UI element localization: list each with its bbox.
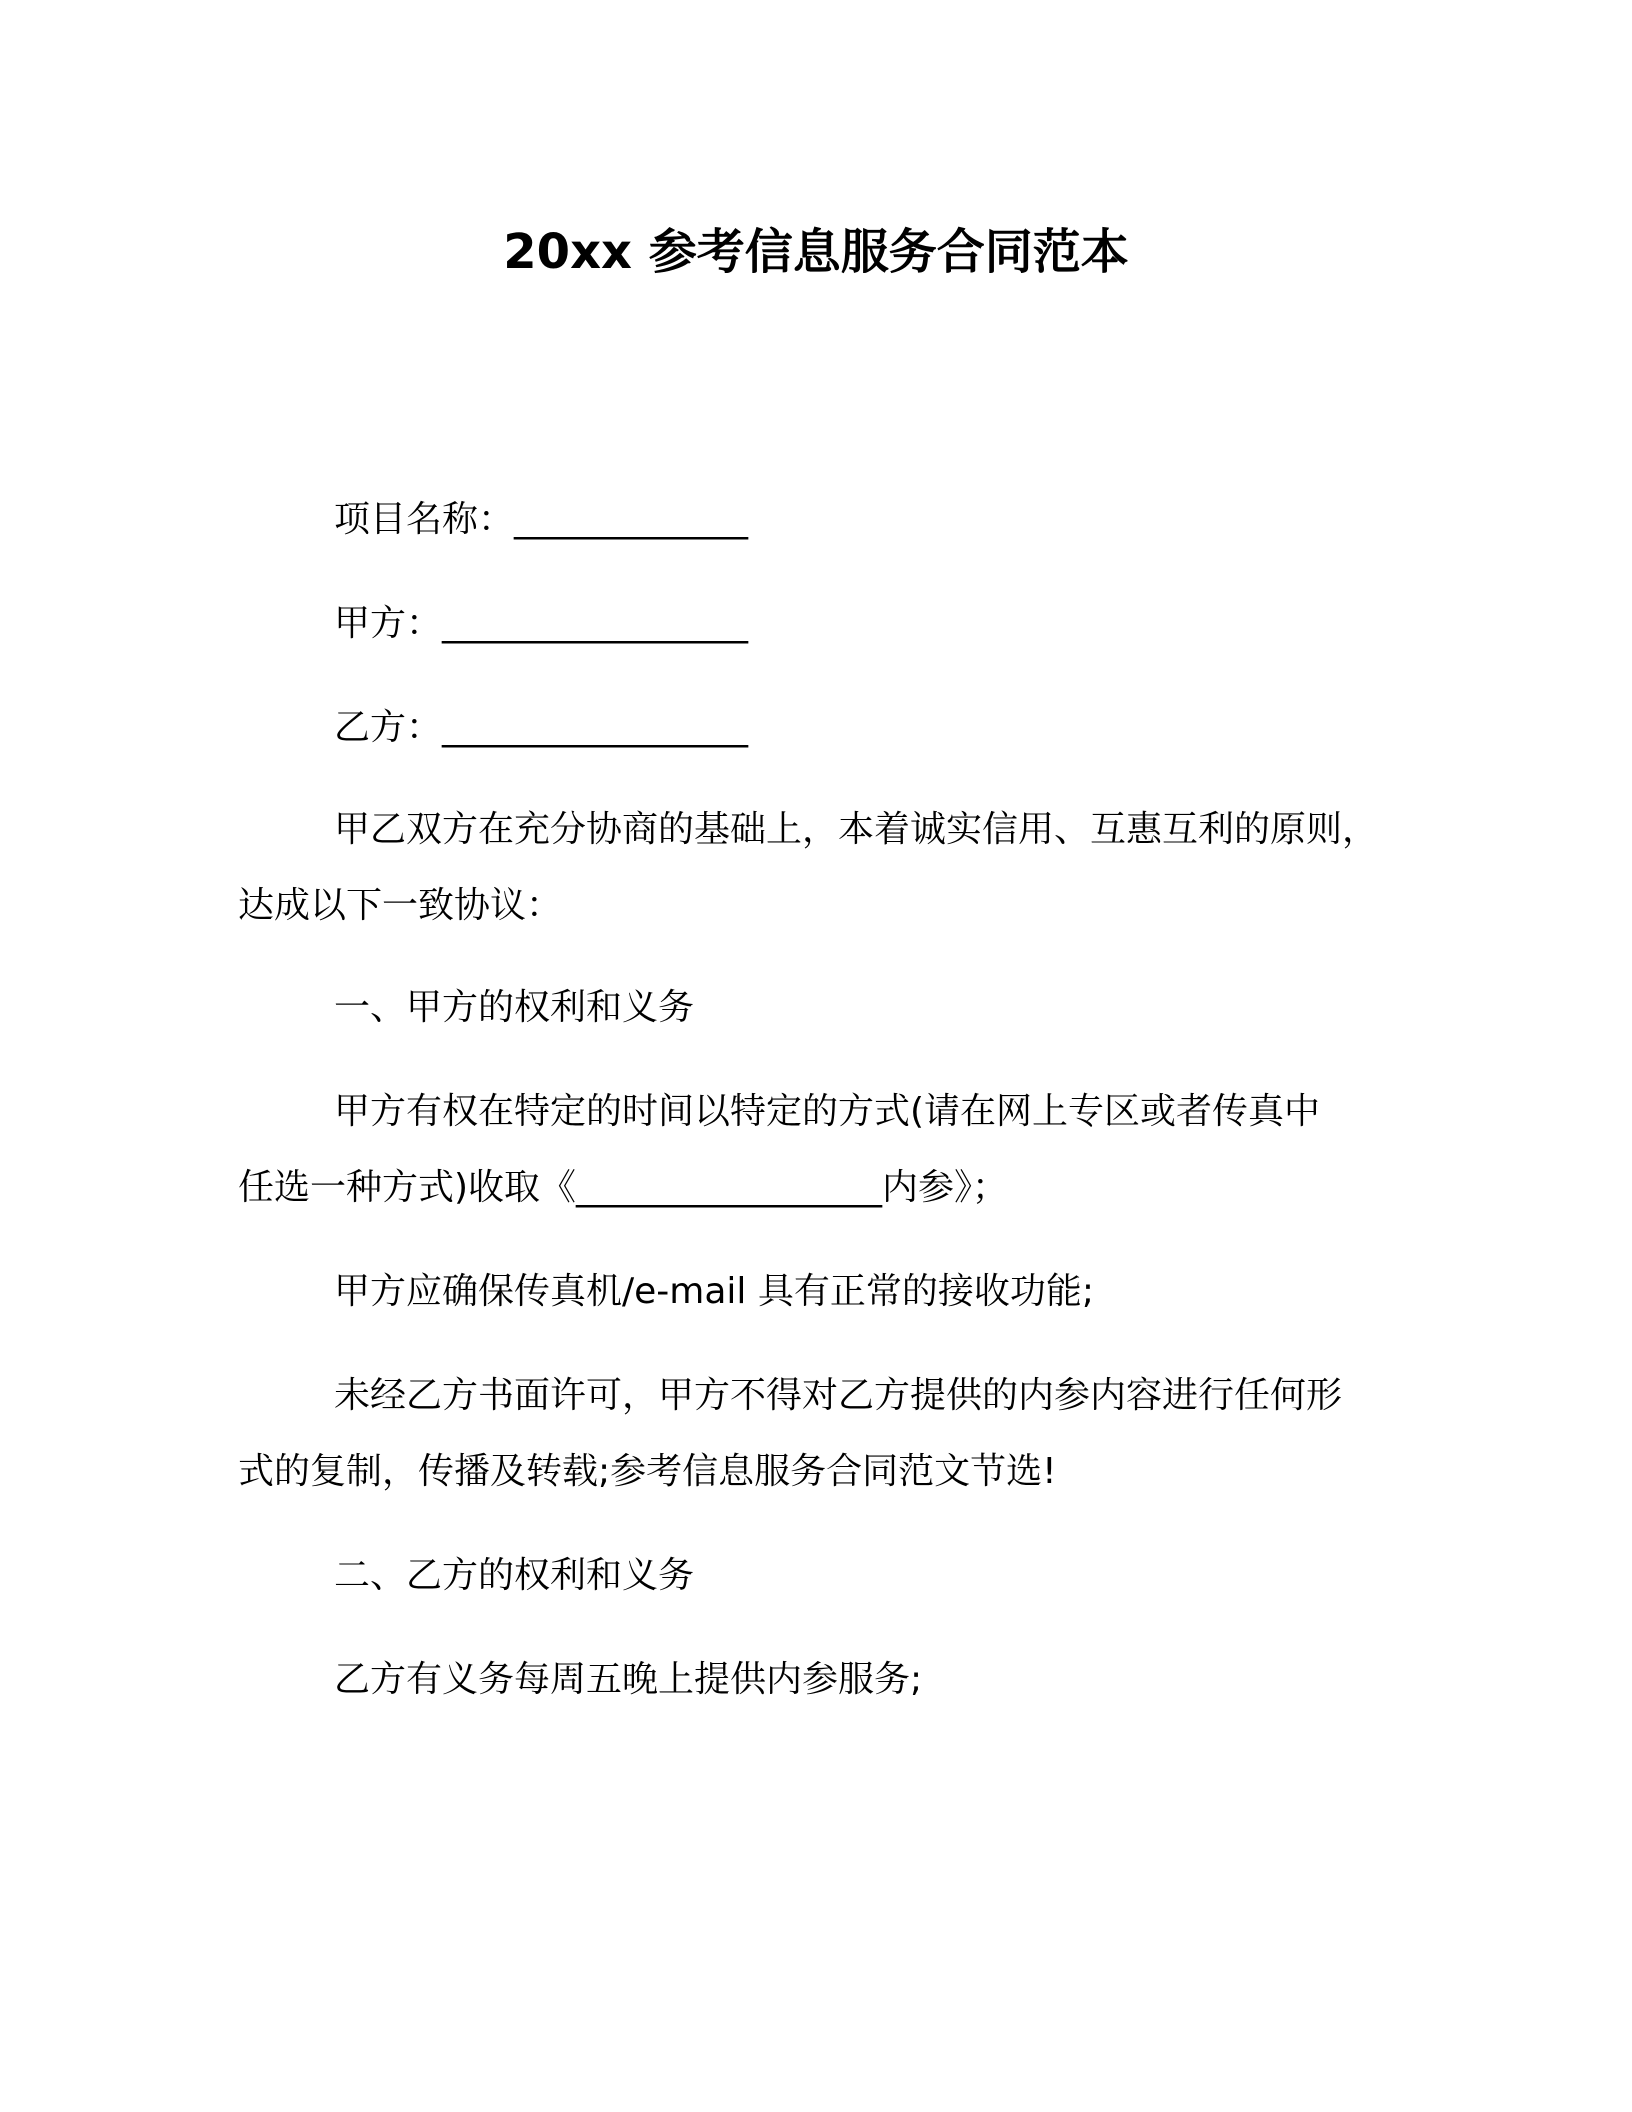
section-1-heading: 一、甲方的权利和义务 (334, 987, 695, 1028)
section-1-paragraph-2: 甲方应确保传真机/e-mail 具有正常的接收功能; (334, 1271, 1094, 1312)
intro-line-2: 达成以下一致协议： (238, 885, 563, 926)
document-title: 20xx 参考信息服务合同范本 (503, 224, 1129, 280)
section-1-paragraph-1-line-2: 任选一种方式)收取《_________________内参》； (238, 1167, 1009, 1208)
party-b-field: 乙方：_________________ (334, 707, 749, 748)
project-name-field: 项目名称：_____________ (334, 499, 749, 540)
section-2-heading: 二、乙方的权利和义务 (334, 1555, 695, 1596)
section-1-paragraph-1-line-1: 甲方有权在特定的时间以特定的方式(请在网上专区或者传真中 (334, 1091, 1321, 1132)
section-2-paragraph-1: 乙方有义务每周五晚上提供内参服务; (334, 1659, 923, 1700)
section-1-paragraph-3-line-1: 未经乙方书面许可，甲方不得对乙方提供的内参内容进行任何形 (334, 1375, 1343, 1416)
section-1-paragraph-3-line-2: 式的复制，传播及转载;参考信息服务合同范文节选! (238, 1451, 1057, 1492)
party-a-field: 甲方：_________________ (334, 603, 749, 644)
intro-line-1: 甲乙双方在充分协商的基础上，本着诚实信用、互惠互利的原则， (334, 809, 1379, 850)
